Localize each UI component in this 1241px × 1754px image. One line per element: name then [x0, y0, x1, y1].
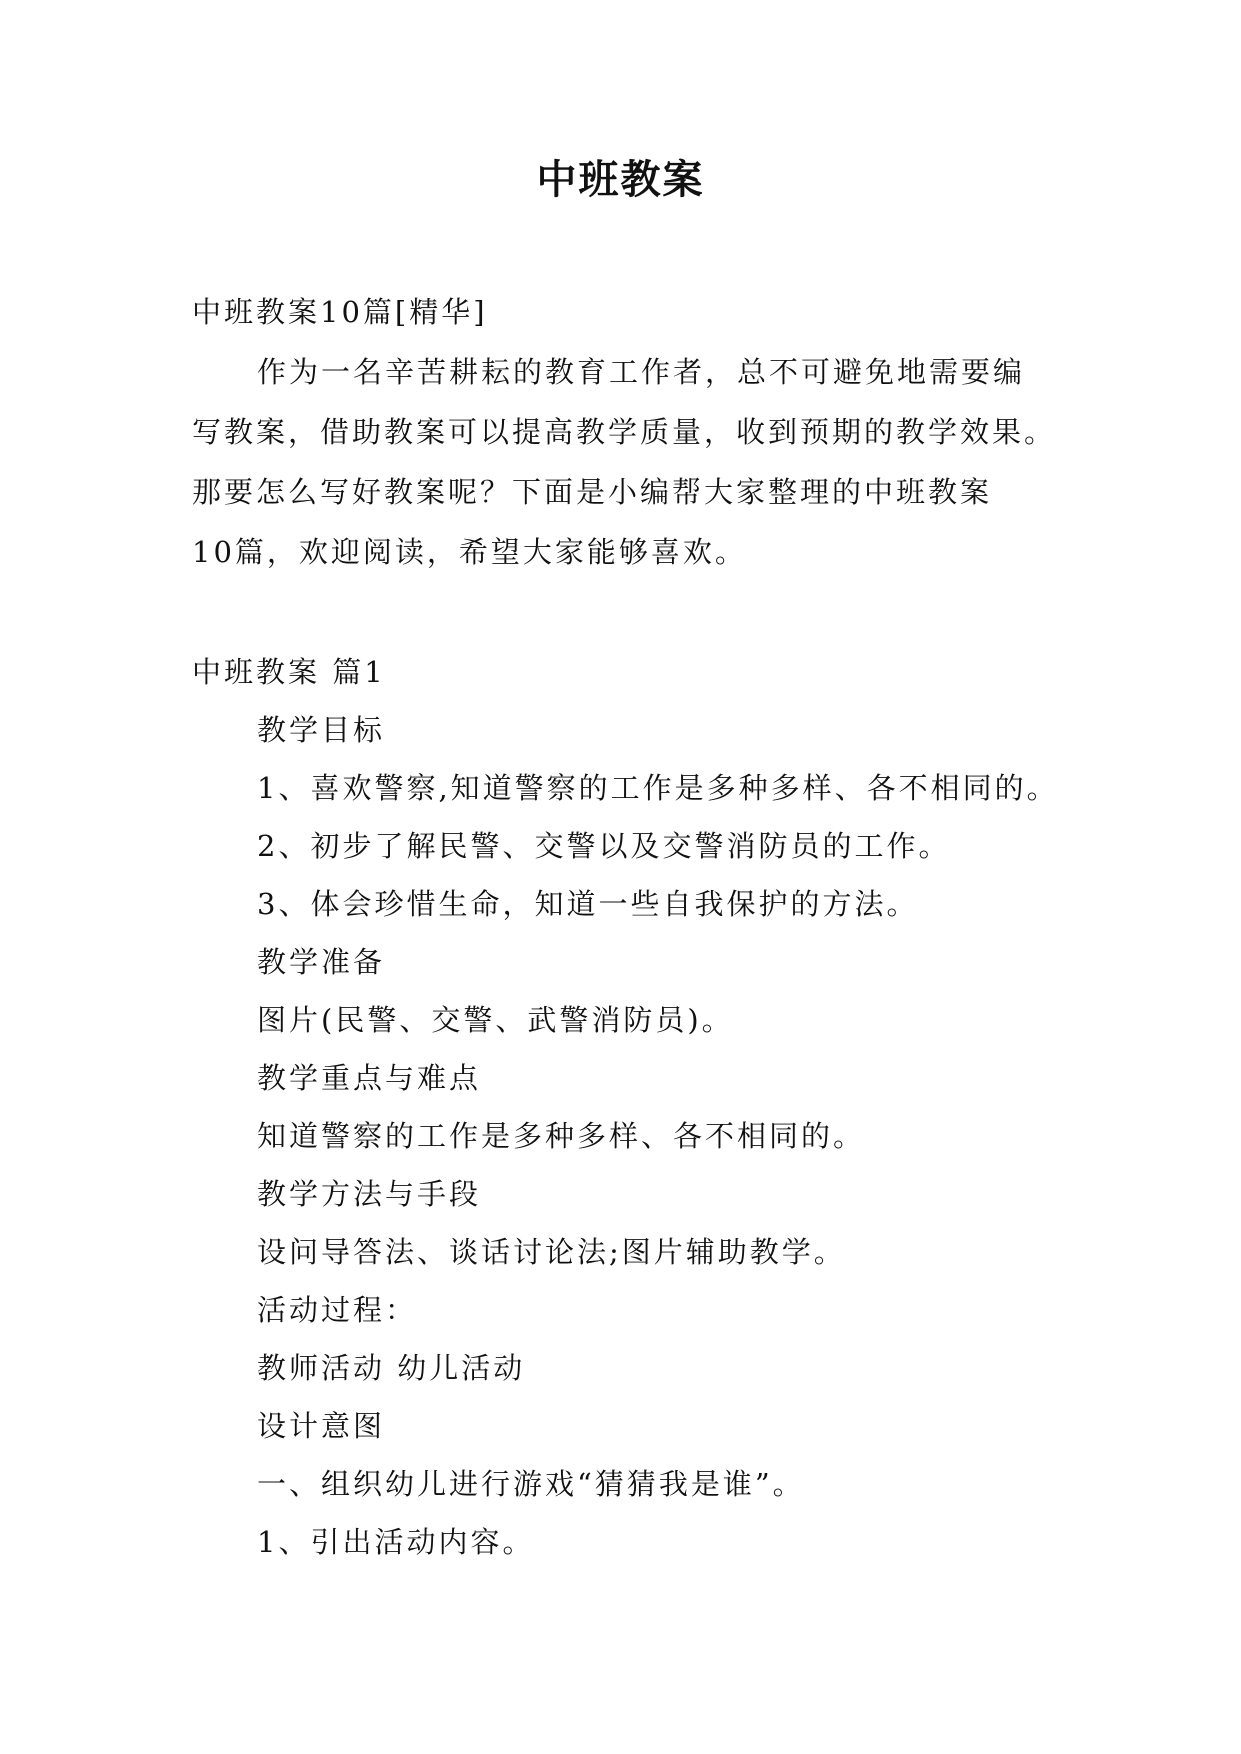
body-line-key-point-text: 知道警察的工作是多种多样、各不相同的。 — [257, 1119, 866, 1153]
document-subtitle: 中班教案10篇[精华] — [192, 295, 488, 329]
body-line-game: 一、组织幼儿进行游戏“猜猜我是谁”。 — [257, 1467, 805, 1501]
intro-line-1: 作为一名辛苦耕耘的教育工作者，总不可避免地需要编 — [257, 355, 1026, 389]
body-line-activity-columns: 教师活动 幼儿活动 — [257, 1351, 526, 1385]
body-line-introduce-content: 1、引出活动内容。 — [257, 1525, 535, 1559]
body-line-design-intent: 设计意图 — [257, 1409, 386, 1443]
body-line-key-points: 教学重点与难点 — [257, 1061, 482, 1095]
body-line-pictures: 图片(民警、交警、武警消防员)。 — [257, 1003, 734, 1037]
body-line-preparation: 教学准备 — [257, 945, 386, 979]
intro-line-3: 那要怎么写好教案呢？下面是小编帮大家整理的中班教案 — [192, 475, 993, 509]
body-line-activity-process: 活动过程： — [257, 1293, 418, 1327]
intro-line-2: 写教案，借助教案可以提高教学质量，收到预期的教学效果。 — [192, 415, 1057, 449]
document-title: 中班教案 — [536, 157, 705, 203]
body-line-teaching-goals: 教学目标 — [257, 713, 386, 747]
body-line-method-text: 设问导答法、谈话讨论法;图片辅助教学。 — [257, 1235, 846, 1269]
section-heading: 中班教案 篇1 — [192, 655, 386, 689]
body-line-goal-1: 1、喜欢警察,知道警察的工作是多种多样、各不相同的。 — [257, 771, 1059, 805]
body-line-goal-2: 2、初步了解民警、交警以及交警消防员的工作。 — [257, 829, 951, 863]
intro-line-4: 10篇，欢迎阅读，希望大家能够喜欢。 — [192, 535, 747, 569]
body-line-goal-3: 3、体会珍惜生命，知道一些自我保护的方法。 — [257, 887, 919, 921]
body-line-methods: 教学方法与手段 — [257, 1177, 482, 1211]
